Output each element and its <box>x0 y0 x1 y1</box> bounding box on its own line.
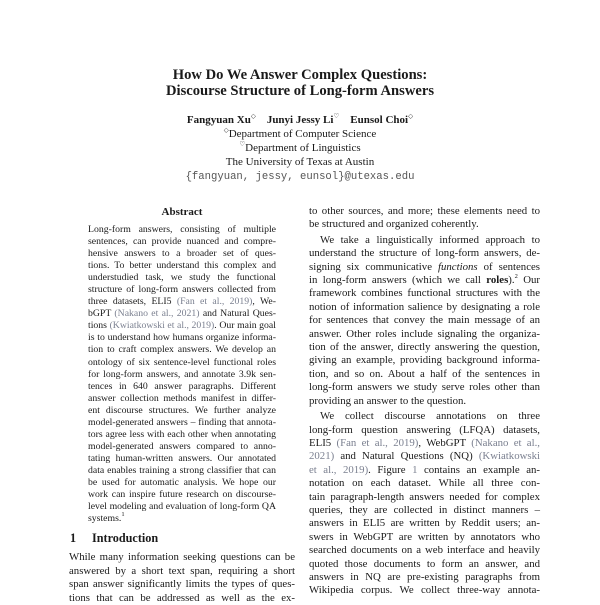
text-line <box>88 453 276 465</box>
text-span: ELI5 <box>151 296 172 308</box>
author-list <box>0 113 600 127</box>
author-name: Eunsol Choi <box>350 114 409 126</box>
text-span: and Natural Questions (NQ) <box>334 450 479 463</box>
text-span: of sentences <box>477 260 540 273</box>
text-span: tating human-written answers. Our annotated <box>88 452 276 464</box>
text-line <box>88 248 276 260</box>
text-line <box>88 284 276 296</box>
text-span: , We- <box>252 296 276 308</box>
text-line <box>88 417 276 429</box>
affiliation-mark: ◇ <box>408 113 414 120</box>
text-line <box>88 441 276 453</box>
citation-link[interactable]: (Fan et al., 2019) <box>176 296 253 308</box>
text-span: for sentences that convey the main message of an <box>309 314 540 327</box>
text-span: tors agree less with each other when annotating <box>88 428 276 440</box>
text-line <box>88 477 276 489</box>
text-span: giving an example, providing background informa- <box>309 354 540 367</box>
text-span: We take a linguistically informed approach to <box>320 233 540 246</box>
text-line <box>88 429 276 441</box>
text-span: long-form answers we study serve roles other than <box>309 381 540 394</box>
citation-link[interactable]: (Nakano et al., 2021) <box>114 308 200 320</box>
text-line <box>309 218 540 231</box>
text-line <box>88 224 276 236</box>
text-line <box>69 551 295 565</box>
text-line <box>69 592 295 605</box>
text-span: bGPT <box>88 308 115 320</box>
citation-link[interactable]: (Nakano et al., <box>471 436 541 449</box>
citation-link[interactable]: et al., 2019) <box>309 463 369 476</box>
text-line <box>88 405 276 417</box>
text-line <box>88 344 276 356</box>
text-span: answer. Other roles include signaling the organiza- <box>309 327 540 340</box>
author-email: {fangyuan, jessy, eunsol}@utexas.edu <box>185 171 415 183</box>
text-line <box>309 437 540 450</box>
text-span: quoted those documents to form an answer, and <box>309 557 540 570</box>
text-line <box>309 234 540 247</box>
text-span: notation on each dataset. While all three con- <box>309 477 540 490</box>
text-line <box>309 464 540 477</box>
text-line <box>88 260 276 272</box>
text-span: signing six communicative <box>309 260 438 273</box>
text-span: level modeling and evaluation of long-form QA <box>88 501 276 513</box>
text-span: We collect discourse annotations on three <box>320 410 540 423</box>
affiliations <box>0 127 600 169</box>
abstract-heading: Abstract <box>161 206 203 218</box>
affiliation-mark: ♡ <box>333 113 340 120</box>
footnote-marker[interactable]: 2 <box>514 273 518 281</box>
citation-link[interactable]: 1 <box>412 463 418 476</box>
text-line <box>88 393 276 405</box>
author-name: Junyi Jessy Li <box>266 114 334 126</box>
text-span: structure of long-form answers collected from <box>88 284 276 296</box>
text-line <box>88 381 276 393</box>
text-span: framework combines functional structures with the <box>309 287 540 300</box>
text-span: functions <box>438 260 478 273</box>
text-line <box>88 272 276 284</box>
title-line-1: How Do We Answer Complex Questions: <box>172 67 428 83</box>
text-line <box>309 558 540 571</box>
text-span: to other sources, and more; these elements need to <box>309 205 540 217</box>
section-title: Introduction <box>92 531 159 545</box>
text-span: work can inspire future research on discourse- <box>88 489 276 501</box>
text-span: ). <box>508 274 515 287</box>
title-line-2: Discourse Structure of Long-form Answers <box>165 83 435 99</box>
text-line <box>69 578 295 592</box>
right-column-body <box>309 205 540 598</box>
text-line <box>88 308 276 320</box>
text-line <box>309 504 540 517</box>
text-span: model-generated answers compared to anno- <box>88 440 276 452</box>
text-span: is to understand how humans organize informa- <box>88 332 276 344</box>
text-span: queries, they are collected in distinct manners – <box>309 503 540 516</box>
text-span: . Our main goal <box>214 320 276 332</box>
text-line <box>309 368 540 381</box>
text-line <box>309 477 540 490</box>
citation-link[interactable]: (Kwiatkowski et al., 2019) <box>109 320 215 332</box>
text-span: Wikipedia corpus. We collect three-way annota- <box>309 584 540 597</box>
text-line <box>309 247 540 260</box>
affiliation-text: Department of Linguistics <box>245 142 361 154</box>
section-heading-introduction <box>70 531 158 545</box>
text-span: in long-form answers (which we call <box>309 274 487 287</box>
text-line <box>309 571 540 584</box>
citation-link[interactable]: 2021) <box>309 450 335 463</box>
text-line <box>309 491 540 504</box>
text-line <box>309 328 540 341</box>
text-span: answers in NQ are pre-existing paragraphs from <box>309 570 540 583</box>
text-span: hensive answers to a broader set of ques- <box>88 248 276 260</box>
text-span: and Natural Ques- <box>199 308 276 320</box>
text-span: sentences, can provide nuanced and compre- <box>88 236 276 248</box>
text-line <box>309 584 540 597</box>
text-line <box>309 517 540 530</box>
footnote-marker[interactable]: 1 <box>121 511 125 519</box>
affiliation <box>0 127 600 141</box>
text-span: tions <box>88 320 110 332</box>
section-number: 1 <box>70 531 77 545</box>
text-span: tion to craft complex answers. We develop an <box>88 344 276 356</box>
text-span: be structured and organized coherently. <box>309 218 479 231</box>
text-line <box>309 205 540 218</box>
text-line <box>309 395 540 408</box>
text-line <box>309 261 540 274</box>
text-span: providing an answer to the question. <box>309 394 467 407</box>
text-line <box>88 332 276 344</box>
text-span: understand the structure of long-form answers, de- <box>309 247 540 260</box>
text-span: be used for automatic analysis. We hope our <box>88 476 276 488</box>
text-span: answers in ELI5 are written by Reddit users; an- <box>309 517 540 530</box>
text-span: three datasets, <box>88 296 152 308</box>
text-line <box>309 314 540 327</box>
text-line <box>88 465 276 477</box>
text-line <box>309 354 540 367</box>
text-span: contains an example an- <box>417 463 540 476</box>
text-span: tion of the answer, directly answering the question, <box>309 341 540 354</box>
text-line <box>309 424 540 437</box>
text-span: . Figure <box>368 463 413 476</box>
text-span: tain paragraph-length answers needed for complex <box>309 490 540 503</box>
text-span: systems. <box>88 513 122 525</box>
text-span: for long-form answers, and annotate 3.9k sen- <box>88 368 276 380</box>
text-span: ontology of six sentence-level functional roles <box>88 356 276 368</box>
abstract-body <box>88 224 276 525</box>
text-span: data enables training a strong classifier that can <box>88 464 276 476</box>
text-line <box>88 369 276 381</box>
text-line <box>309 410 540 423</box>
author-name: Fangyuan Xu <box>186 114 251 126</box>
text-line <box>88 513 276 525</box>
affiliation-mark: ◇ <box>250 113 256 120</box>
text-span: answered by a short text span, requiring a short <box>69 564 295 577</box>
text-line <box>88 501 276 513</box>
text-line <box>309 450 540 463</box>
text-span: tions. To better understand this complex and <box>88 260 276 272</box>
text-span: Long-form answers, consisting of multiple <box>88 224 276 235</box>
affiliation <box>0 155 600 169</box>
text-span: , WebGPT <box>418 436 472 449</box>
affiliation-mark: ◇ <box>223 127 229 134</box>
citation-link[interactable]: (Fan et al., 2019) <box>336 436 419 449</box>
text-line <box>309 381 540 394</box>
text-line <box>309 287 540 300</box>
text-span: tences in 640 answer paragraphs. Different <box>88 380 276 392</box>
paper-title <box>0 67 600 99</box>
text-span: searched documents on a web interface and heavily <box>309 544 540 557</box>
text-span: roles <box>486 274 509 287</box>
text-line <box>88 236 276 248</box>
citation-link[interactable]: (Kwiatkowski <box>478 450 540 463</box>
introduction-body <box>69 551 295 605</box>
affiliation <box>0 141 600 155</box>
text-line <box>309 341 540 354</box>
text-span: While many information seeking questions can be <box>69 551 295 563</box>
text-span: long-form question answering (LFQA) datasets, <box>309 423 540 436</box>
affiliation-text: Department of Computer Science <box>228 128 377 140</box>
text-span: ent discourse structures. We further analyze <box>88 404 276 416</box>
text-line <box>88 320 276 332</box>
text-line <box>309 531 540 544</box>
text-line <box>88 357 276 369</box>
text-line <box>88 296 276 308</box>
text-line <box>309 274 540 287</box>
text-span: swers in WebGPT are written by annotators who <box>309 530 540 543</box>
text-span: model-generated answers – finding that annota- <box>88 416 276 428</box>
text-span: tions that can be addressed as well as the ex- <box>69 591 295 604</box>
text-line <box>309 301 540 314</box>
text-line <box>88 489 276 501</box>
text-span: answer collection methods manifest in differ- <box>88 392 276 404</box>
affiliation-text: The University of Texas at Austin <box>225 156 375 168</box>
text-span: notion of information salience by designating a role <box>309 300 540 313</box>
text-line <box>69 565 295 579</box>
text-span: ELI5 <box>309 436 337 449</box>
text-line <box>309 544 540 557</box>
affiliation-mark: ♡ <box>239 141 246 148</box>
text-span: span answer significantly limits the types of ques- <box>69 578 295 591</box>
text-span: Our <box>517 274 540 287</box>
text-span: understudied task, we study the functional <box>88 272 276 284</box>
text-span: tion, and so on. About a half of the sentences in <box>309 367 540 380</box>
